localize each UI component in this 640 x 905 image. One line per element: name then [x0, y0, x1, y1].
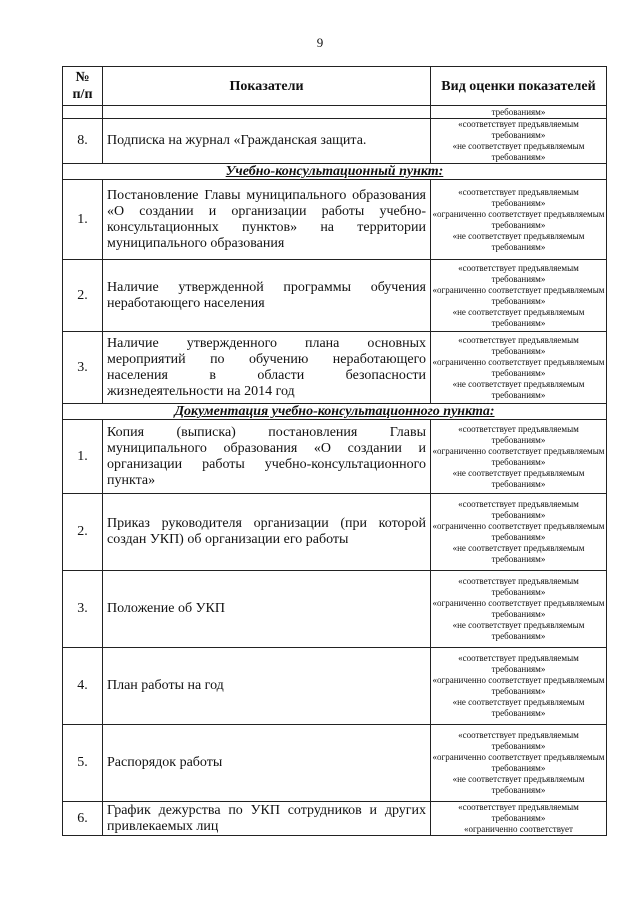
- indicator-text: Распорядок работы: [103, 725, 431, 802]
- eval-option: «ограниченно соответствует предъявляемым требованиям»: [432, 284, 605, 306]
- eval-option: «ограниченно соответствует предъявляемым требованиям»: [432, 356, 605, 378]
- eval-cell: требованиям»: [431, 106, 607, 119]
- indicators-table: [62, 66, 607, 836]
- indicator-text: График дежурства по УКП сотрудников и других привлекаемых лиц: [103, 802, 431, 836]
- indicator-text: Копия (выписка) постановления Главы муниципального образования «О создании и организации работы учебно-консультационного пункта»: [103, 420, 431, 494]
- indicator-text: Наличие утвержденного плана основных мероприятий по обучению неработающего населения в области безопасности жизнедеятельности на 2014 год: [103, 332, 431, 404]
- eval-cell: [431, 571, 607, 648]
- table-header-row: [63, 67, 607, 106]
- indicator-text: Постановление Главы муниципального образования «О создании и организации работы учебно-консультационных пунктов» на территории муниципального образования: [103, 180, 431, 260]
- eval-option: «соответствует предъявляемым требованиям»: [458, 576, 579, 597]
- eval-cell: [431, 332, 607, 404]
- eval-cell: [431, 802, 607, 836]
- row-number: 2.: [63, 260, 103, 332]
- eval-option: «соответствует предъявляемым требованиям»: [458, 730, 579, 751]
- eval-option: «ограниченно соответствует предъявляемым требованиям»: [432, 521, 605, 542]
- cell-empty: [63, 106, 103, 119]
- indicator-text: Приказ руководителя организации (при которой создан УКП) об организации его работы: [103, 494, 431, 571]
- indicator-text: Положение об УКП: [103, 571, 431, 648]
- eval-option: «соответствует предъявляемым требованиям»: [458, 802, 579, 823]
- eval-cell: [431, 260, 607, 332]
- table-row: [63, 802, 607, 836]
- table-row: [63, 494, 607, 571]
- eval-option: «не соответствует предъявляемым требованиям»: [452, 378, 585, 400]
- table-row: [63, 571, 607, 648]
- table-row: [63, 332, 607, 404]
- eval-option: «ограниченно соответствует предъявляемым требованиям»: [432, 208, 605, 230]
- table-row: [63, 180, 607, 260]
- eval-option: «не соответствует предъявляемым требованиям»: [452, 306, 585, 328]
- eval-option: «не соответствует предъявляемым требованиям»: [452, 774, 585, 795]
- header-num: № п/п: [63, 67, 103, 106]
- row-number: 5.: [63, 725, 103, 802]
- eval-cell: [431, 420, 607, 494]
- eval-cell: [431, 180, 607, 260]
- eval-option: «ограниченно соответствует: [464, 824, 573, 834]
- eval-cell: [431, 494, 607, 571]
- header-evaluation: Вид оценки показателей: [431, 67, 607, 106]
- indicator-text: План работы на год: [103, 648, 431, 725]
- section-row: [63, 164, 607, 180]
- eval-option: «соответствует предъявляемым требованиям»: [458, 499, 579, 520]
- eval-option: «ограниченно соответствует предъявляемым требованиям»: [432, 752, 605, 773]
- indicator-text: Наличие утвержденной программы обучения неработающего населения: [103, 260, 431, 332]
- eval-cell: [431, 725, 607, 802]
- row-number: 6.: [63, 802, 103, 836]
- eval-option: «не соответствует предъявляемым требованиям»: [452, 230, 585, 252]
- row-number: 3.: [63, 571, 103, 648]
- row-number: 3.: [63, 332, 103, 404]
- section-row: [63, 404, 607, 420]
- table-row: [63, 648, 607, 725]
- eval-option: «не соответствует предъявляемым требованиям»: [452, 543, 585, 564]
- row-number: 4.: [63, 648, 103, 725]
- eval-option: «соответствует предъявляемым требованиям»: [458, 423, 579, 445]
- table-row: [63, 106, 607, 119]
- eval-option: «соответствует предъявляемым требованиям»: [458, 119, 579, 140]
- table-row: [63, 260, 607, 332]
- eval-option: «ограниченно соответствует предъявляемым требованиям»: [432, 445, 605, 467]
- eval-option: «не соответствует предъявляемым требованиям»: [452, 620, 585, 641]
- row-number: 1.: [63, 180, 103, 260]
- eval-option: «соответствует предъявляемым требованиям»: [458, 186, 579, 208]
- table-row: [63, 725, 607, 802]
- row-number: 1.: [63, 420, 103, 494]
- eval-option: «соответствует предъявляемым требованиям»: [458, 334, 579, 356]
- eval-option: «не соответствует предъявляемым требованиям»: [452, 467, 585, 489]
- eval-option: «не соответствует предъявляемым требованиям»: [452, 141, 585, 162]
- page-number: 9: [316, 35, 324, 50]
- indicator-text: Подписка на журнал «Гражданская защита.: [103, 119, 431, 164]
- row-number: 8.: [63, 119, 103, 164]
- section-title: Учебно-консультационный пункт:: [63, 164, 607, 180]
- eval-cell: [431, 648, 607, 725]
- row-number: 2.: [63, 494, 103, 571]
- eval-option: «ограниченно соответствует предъявляемым требованиям»: [432, 598, 605, 619]
- table-row: [63, 119, 607, 164]
- section-title: Документация учебно-консультационного пункта:: [63, 404, 607, 420]
- eval-cell: [431, 119, 607, 164]
- eval-option: «соответствует предъявляемым требованиям»: [458, 262, 579, 284]
- eval-option: «ограниченно соответствует предъявляемым требованиям»: [432, 675, 605, 696]
- header-indicators: Показатели: [103, 67, 431, 106]
- cell-empty: [103, 106, 431, 119]
- table-row: [63, 420, 607, 494]
- eval-option: «не соответствует предъявляемым требованиям»: [452, 697, 585, 718]
- eval-option: «соответствует предъявляемым требованиям»: [458, 653, 579, 674]
